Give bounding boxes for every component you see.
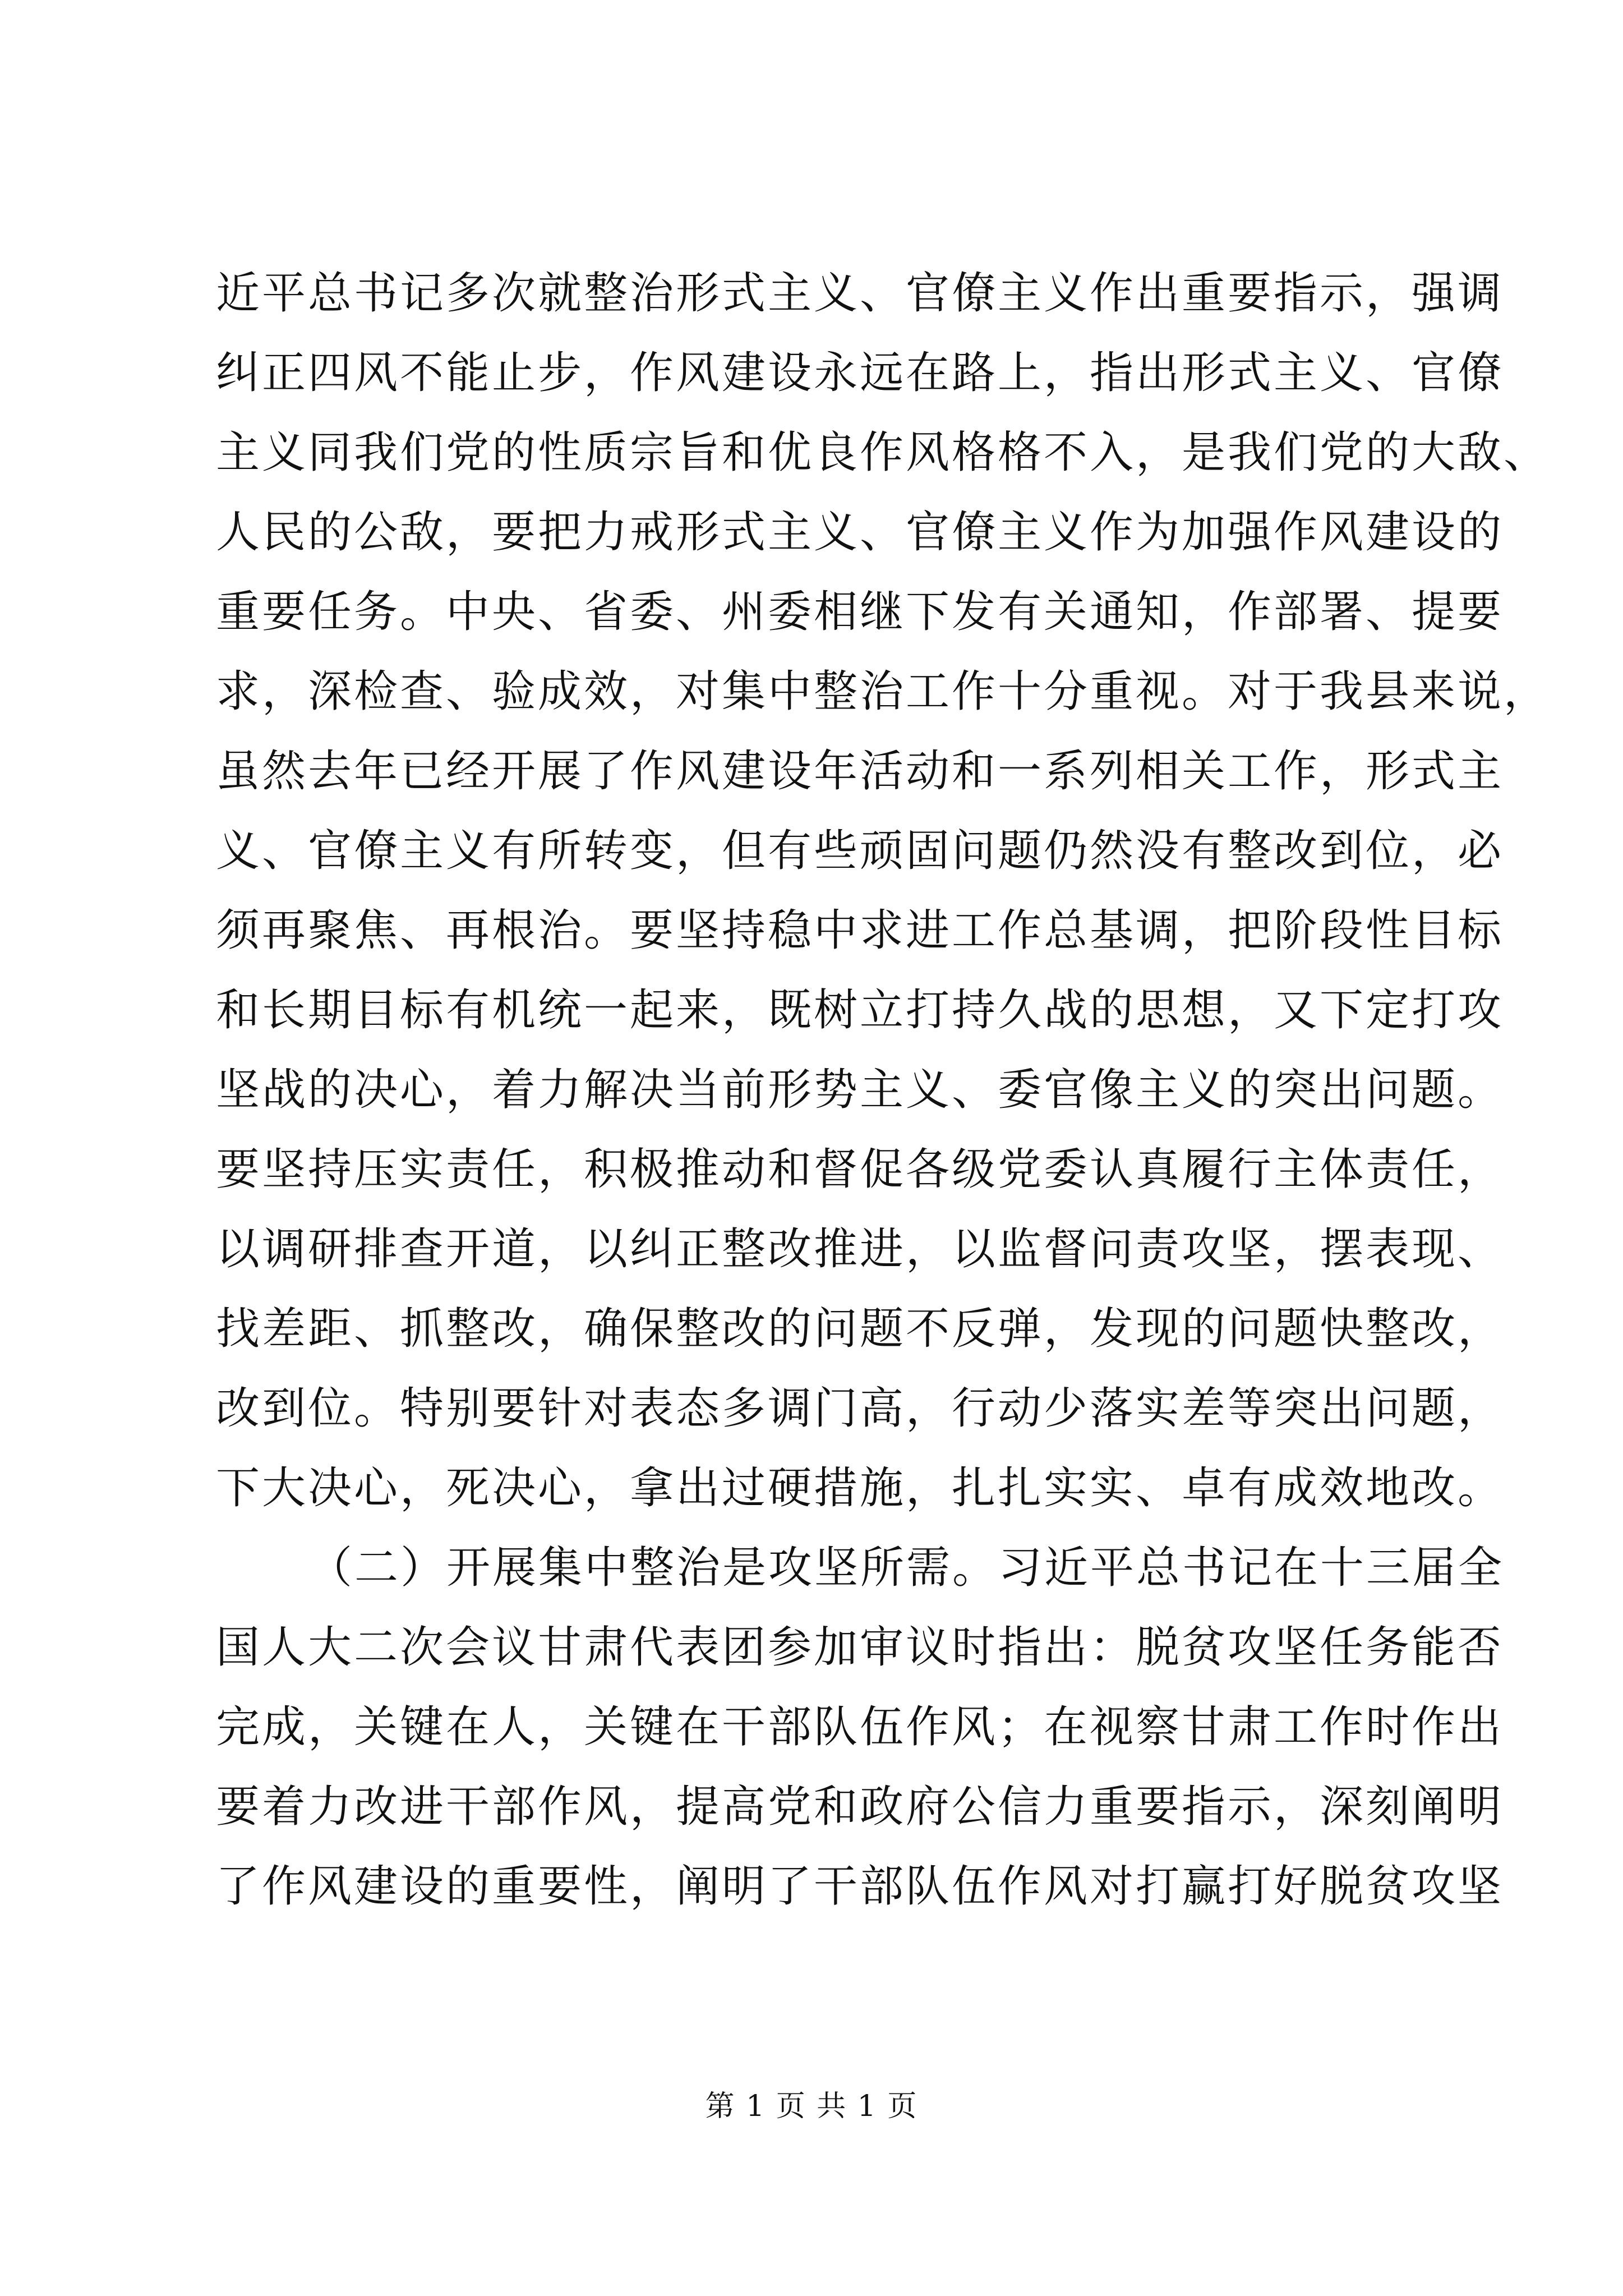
page-number-label: 第 1 页 共 1 页 <box>705 2090 918 2123</box>
text-line: 虽然去年已经开展了作风建设年活动和一系列相关工作，形式主 <box>216 746 1504 797</box>
text-line: 义、官僚主义有所转变，但有些顽固问题仍然没有整改到位，必 <box>216 826 1504 876</box>
text-line: 以调研排查开道，以纠正整改推进，以监督问责攻坚，摆表现、 <box>216 1224 1504 1274</box>
body-text <box>216 254 1550 1926</box>
text-line: 近平总书记多次就整治形式主义、官僚主义作出重要指示，强调 <box>216 268 1504 319</box>
text-line: 完成，关键在人，关键在干部队伍作风；在视察甘肃工作时作出 <box>216 1702 1504 1752</box>
text-line: 和长期目标有机统一起来，既树立打持久战的思想，又下定打攻 <box>216 985 1504 1036</box>
page-footer <box>0 2087 1623 2126</box>
text-line: 下大决心，死决心，拿出过硬措施，扎扎实实、卓有成效地改。 <box>216 1463 1504 1513</box>
text-line: 坚战的决心，着力解决当前形势主义、委官像主义的突出问题。 <box>216 1065 1504 1115</box>
text-line: 要着力改进干部作风，提高党和政府公信力重要指示，深刻阐明 <box>216 1782 1504 1832</box>
text-line: 改到位。特别要针对表态多调门高，行动少落实差等突出问题， <box>216 1383 1504 1434</box>
text-line: 须再聚焦、再根治。要坚持稳中求进工作总基调，把阶段性目标 <box>216 905 1504 956</box>
text-line: 重要任务。中央、省委、州委相继下发有关通知，作部署、提要 <box>216 587 1504 637</box>
text-line: 国人大二次会议甘肃代表团参加审议时指出：脱贫攻坚任务能否 <box>216 1622 1504 1673</box>
text-line: 主义同我们党的性质宗旨和优良作风格格不入，是我们党的大敌、 <box>216 427 1550 478</box>
text-line: 纠正四风不能止步，作风建设永远在路上，指出形式主义、官僚 <box>216 348 1504 398</box>
text-line: 人民的公敌，要把力戒形式主义、官僚主义作为加强作风建设的 <box>216 507 1504 558</box>
text-line: 找差距、抓整改，确保整改的问题不反弹，发现的问题快整改， <box>216 1304 1504 1354</box>
paragraph-start-line: （二）开展集中整治是攻坚所需。习近平总书记在十三届全 <box>308 1543 1505 1593</box>
text-line: 要坚持压实责任，积极推动和督促各级党委认真履行主体责任， <box>216 1144 1504 1195</box>
text-line: 求，深检查、验成效，对集中整治工作十分重视。对于我县来说， <box>216 666 1550 717</box>
text-line: 了作风建设的重要性，阐明了干部队伍作风对打赢打好脱贫攻坚 <box>216 1861 1504 1912</box>
